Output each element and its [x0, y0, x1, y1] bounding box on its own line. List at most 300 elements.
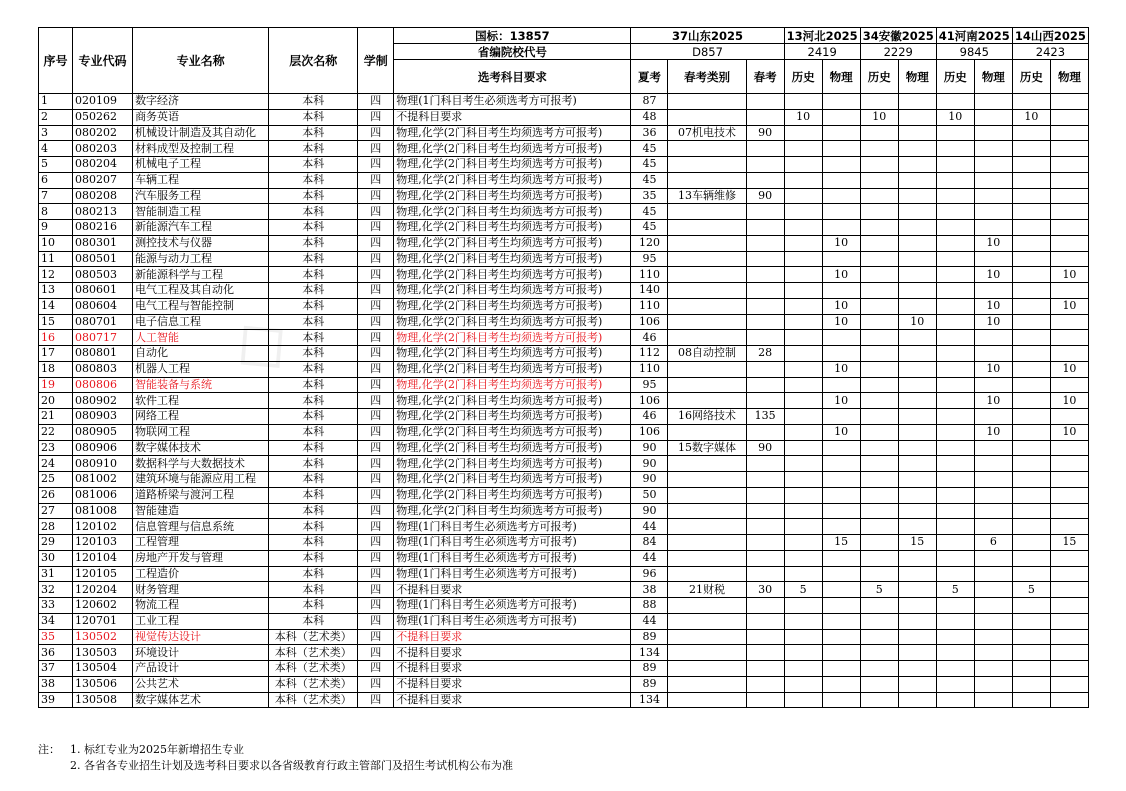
row-henan-physics	[974, 109, 1012, 125]
row-level: 本科	[269, 188, 358, 204]
row-spring-type	[668, 566, 746, 582]
row-spring-type	[668, 692, 746, 708]
table-row	[39, 94, 1089, 110]
row-henan-physics	[974, 566, 1012, 582]
row-spring-type	[668, 645, 746, 661]
row-hebei-history	[784, 456, 822, 472]
row-spring-type	[668, 141, 746, 157]
row-name: 材料成型及控制工程	[133, 141, 269, 157]
row-henan-history	[936, 409, 974, 425]
row-name: 电气工程与智能控制	[133, 298, 269, 314]
row-subject-req: 物理(1门科目考生必须选考方可报考)	[394, 535, 631, 551]
row-shanxi-history	[1012, 141, 1050, 157]
row-henan-history: 5	[936, 582, 974, 598]
row-anhui-history	[860, 393, 898, 409]
row-henan-physics	[974, 204, 1012, 220]
row-shanxi-history	[1012, 456, 1050, 472]
row-summer: 45	[631, 204, 668, 220]
row-henan-history	[936, 172, 974, 188]
row-hebei-physics	[822, 503, 860, 519]
row-spring-type	[668, 519, 746, 535]
row-level: 本科	[269, 235, 358, 251]
header-shanxi-history: 历史	[1012, 60, 1050, 94]
row-shanxi-physics	[1050, 519, 1088, 535]
row-summer: 96	[631, 566, 668, 582]
row-spring: 28	[746, 346, 784, 362]
row-code: 080216	[73, 220, 133, 236]
row-hebei-physics: 10	[822, 393, 860, 409]
row-shanxi-physics	[1050, 676, 1088, 692]
row-spring	[746, 283, 784, 299]
row-hebei-physics	[822, 456, 860, 472]
row-subject-req: 物理,化学(2门科目考生均须选考方可报考)	[394, 456, 631, 472]
row-hebei-history: 10	[784, 109, 822, 125]
table-row	[39, 188, 1089, 204]
row-shanxi-physics	[1050, 645, 1088, 661]
row-years: 四	[358, 472, 394, 488]
row-seq: 25	[39, 472, 73, 488]
row-hebei-history	[784, 535, 822, 551]
row-hebei-history	[784, 550, 822, 566]
row-hebei-history	[784, 629, 822, 645]
row-summer: 35	[631, 188, 668, 204]
row-hebei-history: 5	[784, 582, 822, 598]
row-level: 本科	[269, 141, 358, 157]
row-anhui-physics	[898, 251, 936, 267]
table-row	[39, 519, 1089, 535]
row-years: 四	[358, 298, 394, 314]
row-code: 120602	[73, 598, 133, 614]
row-name: 数字媒体艺术	[133, 692, 269, 708]
row-seq: 33	[39, 598, 73, 614]
row-shanxi-physics	[1050, 172, 1088, 188]
row-seq: 7	[39, 188, 73, 204]
row-anhui-history	[860, 613, 898, 629]
row-henan-history	[936, 377, 974, 393]
table-row	[39, 487, 1089, 503]
row-henan-history	[936, 629, 974, 645]
row-spring-type: 08自动控制	[668, 346, 746, 362]
row-shanxi-history	[1012, 188, 1050, 204]
row-shanxi-history	[1012, 550, 1050, 566]
row-hebei-physics	[822, 661, 860, 677]
row-hebei-history	[784, 598, 822, 614]
row-seq: 16	[39, 330, 73, 346]
row-shanxi-physics	[1050, 235, 1088, 251]
row-years: 四	[358, 661, 394, 677]
row-years: 四	[358, 535, 394, 551]
row-shanxi-history	[1012, 409, 1050, 425]
row-code: 020109	[73, 94, 133, 110]
row-hebei-history	[784, 676, 822, 692]
watermark: ◇	[209, 292, 306, 392]
row-years: 四	[358, 172, 394, 188]
row-level: 本科	[269, 157, 358, 173]
row-spring-type	[668, 94, 746, 110]
table-row	[39, 220, 1089, 236]
row-hebei-physics	[822, 188, 860, 204]
row-hebei-physics	[822, 172, 860, 188]
row-henan-physics: 10	[974, 298, 1012, 314]
row-hebei-physics	[822, 519, 860, 535]
table-row	[39, 346, 1089, 362]
row-hebei-physics	[822, 645, 860, 661]
row-spring-type	[668, 283, 746, 299]
row-summer: 44	[631, 550, 668, 566]
row-subject-req: 物理,化学(2门科目考生均须选考方可报考)	[394, 424, 631, 440]
row-code: 120105	[73, 566, 133, 582]
row-level: 本科	[269, 346, 358, 362]
row-spring-type	[668, 676, 746, 692]
row-anhui-physics: 15	[898, 535, 936, 551]
row-henan-physics	[974, 692, 1012, 708]
row-henan-physics: 10	[974, 361, 1012, 377]
row-level: 本科	[269, 109, 358, 125]
row-anhui-physics	[898, 157, 936, 173]
row-shanxi-physics	[1050, 550, 1088, 566]
row-anhui-history	[860, 456, 898, 472]
row-henan-physics	[974, 550, 1012, 566]
row-code: 120701	[73, 613, 133, 629]
row-seq: 15	[39, 314, 73, 330]
row-hebei-physics	[822, 251, 860, 267]
row-spring	[746, 598, 784, 614]
row-anhui-physics	[898, 235, 936, 251]
row-years: 四	[358, 157, 394, 173]
row-shanxi-physics	[1050, 157, 1088, 173]
row-shanxi-history	[1012, 661, 1050, 677]
row-spring-type	[668, 613, 746, 629]
row-henan-physics	[974, 440, 1012, 456]
row-name: 商务英语	[133, 109, 269, 125]
row-spring: 30	[746, 582, 784, 598]
row-code: 080202	[73, 125, 133, 141]
row-shanxi-physics	[1050, 204, 1088, 220]
row-hebei-history	[784, 125, 822, 141]
row-henan-history	[936, 220, 974, 236]
row-code: 080503	[73, 267, 133, 283]
row-anhui-physics	[898, 692, 936, 708]
row-years: 四	[358, 361, 394, 377]
table-row	[39, 661, 1089, 677]
row-hebei-history	[784, 94, 822, 110]
row-seq: 35	[39, 629, 73, 645]
row-name: 产品设计	[133, 661, 269, 677]
row-anhui-physics	[898, 393, 936, 409]
row-henan-physics	[974, 220, 1012, 236]
row-name: 汽车服务工程	[133, 188, 269, 204]
row-years: 四	[358, 235, 394, 251]
row-henan-history	[936, 204, 974, 220]
row-anhui-history	[860, 94, 898, 110]
row-years: 四	[358, 629, 394, 645]
row-anhui-physics	[898, 125, 936, 141]
row-years: 四	[358, 377, 394, 393]
row-level: 本科	[269, 361, 358, 377]
row-summer: 89	[631, 661, 668, 677]
row-level: 本科（艺术类）	[269, 629, 358, 645]
row-anhui-physics	[898, 629, 936, 645]
row-hebei-physics	[822, 629, 860, 645]
row-spring-type	[668, 629, 746, 645]
table-row	[39, 204, 1089, 220]
row-subject-req: 物理,化学(2门科目考生均须选考方可报考)	[394, 283, 631, 299]
row-shanxi-history	[1012, 314, 1050, 330]
row-name: 数字经济	[133, 94, 269, 110]
table-row	[39, 125, 1089, 141]
row-henan-history	[936, 314, 974, 330]
row-spring-type	[668, 314, 746, 330]
row-code: 080910	[73, 456, 133, 472]
row-name: 物流工程	[133, 598, 269, 614]
row-name: 数字媒体技术	[133, 440, 269, 456]
row-code: 120102	[73, 519, 133, 535]
row-shanxi-history	[1012, 361, 1050, 377]
row-hebei-history	[784, 519, 822, 535]
row-code: 120204	[73, 582, 133, 598]
row-hebei-physics	[822, 440, 860, 456]
row-hebei-physics	[822, 330, 860, 346]
row-subject-req: 不提科目要求	[394, 676, 631, 692]
row-subject-req: 物理,化学(2门科目考生均须选考方可报考)	[394, 235, 631, 251]
table-row	[39, 267, 1089, 283]
row-shanxi-physics	[1050, 346, 1088, 362]
row-shanxi-physics	[1050, 582, 1088, 598]
row-years: 四	[358, 109, 394, 125]
row-level: 本科	[269, 519, 358, 535]
row-spring-type	[668, 298, 746, 314]
row-shanxi-physics: 10	[1050, 267, 1088, 283]
row-years: 四	[358, 267, 394, 283]
row-hebei-physics	[822, 283, 860, 299]
notes	[38, 742, 513, 774]
row-summer: 46	[631, 409, 668, 425]
row-summer: 112	[631, 346, 668, 362]
row-henan-physics	[974, 172, 1012, 188]
row-spring-type	[668, 661, 746, 677]
row-hebei-history	[784, 346, 822, 362]
header-henan-code: 9845	[936, 44, 1012, 60]
table-row	[39, 172, 1089, 188]
row-spring-type	[668, 172, 746, 188]
row-anhui-history	[860, 251, 898, 267]
row-level: 本科	[269, 456, 358, 472]
row-seq: 39	[39, 692, 73, 708]
row-summer: 48	[631, 109, 668, 125]
row-code: 080301	[73, 235, 133, 251]
row-seq: 3	[39, 125, 73, 141]
row-summer: 89	[631, 629, 668, 645]
row-spring	[746, 251, 784, 267]
row-henan-physics: 10	[974, 424, 1012, 440]
row-summer: 44	[631, 519, 668, 535]
row-years: 四	[358, 283, 394, 299]
row-summer: 90	[631, 456, 668, 472]
row-name: 信息管理与信息系统	[133, 519, 269, 535]
row-shanxi-physics	[1050, 141, 1088, 157]
row-henan-history	[936, 361, 974, 377]
header-shandong-code: D857	[631, 44, 784, 60]
row-seq: 17	[39, 346, 73, 362]
row-anhui-physics	[898, 582, 936, 598]
row-hebei-history	[784, 661, 822, 677]
row-anhui-history	[860, 440, 898, 456]
row-anhui-history	[860, 645, 898, 661]
row-anhui-history	[860, 629, 898, 645]
row-anhui-history	[860, 157, 898, 173]
row-code: 080208	[73, 188, 133, 204]
row-shanxi-history	[1012, 298, 1050, 314]
row-anhui-history	[860, 361, 898, 377]
row-seq: 36	[39, 645, 73, 661]
row-anhui-physics	[898, 503, 936, 519]
row-spring-type	[668, 598, 746, 614]
header-shandong: 37山东2025	[631, 28, 784, 44]
row-anhui-physics: 10	[898, 314, 936, 330]
row-spring-type: 13车辆维修	[668, 188, 746, 204]
row-spring	[746, 141, 784, 157]
row-hebei-physics	[822, 409, 860, 425]
row-anhui-history	[860, 519, 898, 535]
row-shanxi-physics: 15	[1050, 535, 1088, 551]
table-row	[39, 676, 1089, 692]
row-summer: 140	[631, 283, 668, 299]
row-summer: 90	[631, 472, 668, 488]
row-spring-type: 07机电技术	[668, 125, 746, 141]
row-henan-physics	[974, 661, 1012, 677]
row-code: 080203	[73, 141, 133, 157]
row-henan-history	[936, 298, 974, 314]
row-summer: 90	[631, 503, 668, 519]
row-subject-req: 物理(1门科目考生必须选考方可报考)	[394, 613, 631, 629]
row-subject-req: 不提科目要求	[394, 629, 631, 645]
row-code: 080604	[73, 298, 133, 314]
table-row	[39, 424, 1089, 440]
row-code: 080204	[73, 157, 133, 173]
row-anhui-physics	[898, 330, 936, 346]
row-code: 130508	[73, 692, 133, 708]
row-anhui-history	[860, 204, 898, 220]
row-summer: 106	[631, 393, 668, 409]
row-subject-req: 不提科目要求	[394, 692, 631, 708]
row-shanxi-physics	[1050, 188, 1088, 204]
row-henan-history	[936, 393, 974, 409]
row-shanxi-history	[1012, 598, 1050, 614]
row-shanxi-physics	[1050, 220, 1088, 236]
header-anhui-physics: 物理	[898, 60, 936, 94]
row-summer: 120	[631, 235, 668, 251]
row-anhui-history	[860, 267, 898, 283]
row-subject-req: 不提科目要求	[394, 661, 631, 677]
row-code: 080803	[73, 361, 133, 377]
header-anhui: 34安徽2025	[860, 28, 936, 44]
row-henan-physics	[974, 330, 1012, 346]
row-shanxi-history	[1012, 377, 1050, 393]
row-anhui-physics	[898, 550, 936, 566]
row-summer: 95	[631, 251, 668, 267]
row-subject-req: 物理,化学(2门科目考生均须选考方可报考)	[394, 125, 631, 141]
row-spring	[746, 172, 784, 188]
row-hebei-history	[784, 487, 822, 503]
row-name: 道路桥梁与渡河工程	[133, 487, 269, 503]
row-hebei-history	[784, 377, 822, 393]
table-row	[39, 472, 1089, 488]
row-name: 新能源科学与工程	[133, 267, 269, 283]
row-subject-req: 物理,化学(2门科目考生均须选考方可报考)	[394, 487, 631, 503]
row-hebei-history	[784, 267, 822, 283]
row-shanxi-physics	[1050, 109, 1088, 125]
row-level: 本科	[269, 566, 358, 582]
table-row	[39, 157, 1089, 173]
row-anhui-history	[860, 125, 898, 141]
row-years: 四	[358, 141, 394, 157]
row-seq: 31	[39, 566, 73, 582]
row-henan-physics	[974, 251, 1012, 267]
table-row	[39, 456, 1089, 472]
row-name: 环境设计	[133, 645, 269, 661]
row-summer: 88	[631, 598, 668, 614]
row-subject-req: 物理,化学(2门科目考生均须选考方可报考)	[394, 251, 631, 267]
row-hebei-history	[784, 409, 822, 425]
row-code: 080902	[73, 393, 133, 409]
row-hebei-history	[784, 424, 822, 440]
row-hebei-physics: 10	[822, 235, 860, 251]
row-seq: 13	[39, 283, 73, 299]
row-henan-history	[936, 487, 974, 503]
row-seq: 1	[39, 94, 73, 110]
row-years: 四	[358, 613, 394, 629]
row-summer: 106	[631, 314, 668, 330]
row-code: 081006	[73, 487, 133, 503]
row-years: 四	[358, 346, 394, 362]
row-anhui-history	[860, 314, 898, 330]
row-name: 人工智能	[133, 330, 269, 346]
row-anhui-physics	[898, 94, 936, 110]
row-code: 081002	[73, 472, 133, 488]
row-spring-type	[668, 267, 746, 283]
row-spring	[746, 503, 784, 519]
row-spring-type	[668, 535, 746, 551]
row-hebei-history	[784, 220, 822, 236]
row-spring-type	[668, 204, 746, 220]
row-henan-history	[936, 346, 974, 362]
header-subject-req: 选考科目要求	[394, 60, 631, 94]
row-code: 080903	[73, 409, 133, 425]
row-subject-req: 物理,化学(2门科目考生均须选考方可报考)	[394, 220, 631, 236]
row-shanxi-physics	[1050, 566, 1088, 582]
row-summer: 134	[631, 645, 668, 661]
row-henan-physics	[974, 157, 1012, 173]
header-hebei: 13河北2025	[784, 28, 860, 44]
row-hebei-physics	[822, 598, 860, 614]
header-hebei-code: 2419	[784, 44, 860, 60]
row-subject-req: 物理,化学(2门科目考生均须选考方可报考)	[394, 298, 631, 314]
header-school-code-label: 省编院校代号	[394, 44, 631, 60]
table-row	[39, 503, 1089, 519]
row-summer: 36	[631, 125, 668, 141]
table-row	[39, 393, 1089, 409]
row-henan-history	[936, 535, 974, 551]
row-code: 130502	[73, 629, 133, 645]
row-henan-history	[936, 283, 974, 299]
row-code: 080906	[73, 440, 133, 456]
row-shanxi-physics	[1050, 314, 1088, 330]
row-shanxi-history	[1012, 204, 1050, 220]
row-level: 本科	[269, 283, 358, 299]
row-level: 本科	[269, 472, 358, 488]
row-shanxi-history	[1012, 283, 1050, 299]
row-henan-history	[936, 188, 974, 204]
